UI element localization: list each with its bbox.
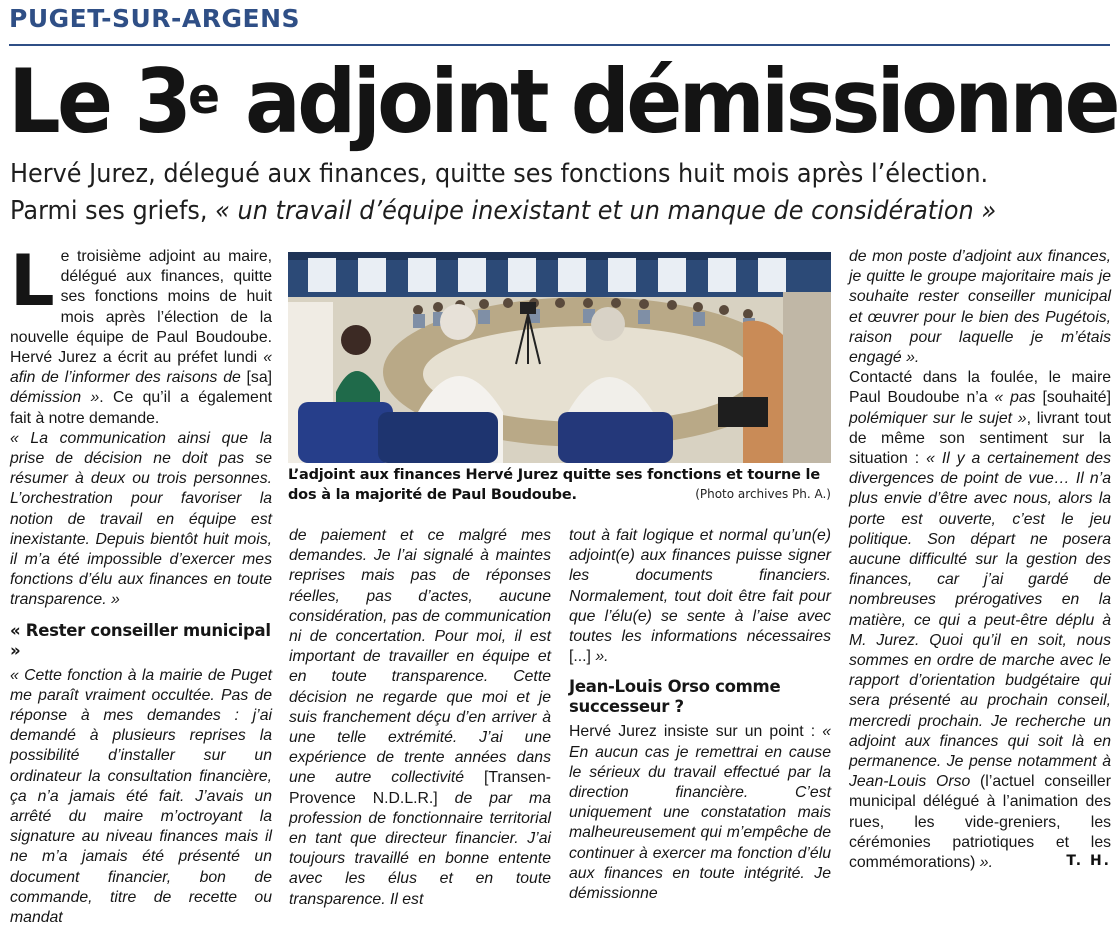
intro-paragraph: e troisième adjoint au maire, délégué aux finances, quitte ses fonctions moins de huit mois après l’élection de la nouvelle équipe de Paul Boudoube. Hervé Jurez a écrit au préfet lundi « afin de l’informer des raisons de [sa] démission ». Ce qu’il a également fait à notre demande.: [10, 248, 272, 427]
column-3-paragraph-2: Hervé Jurez insiste sur un point : « En aucun cas je remettrai en cause le sérieux du travail effectué par la direction financière. C’est uniquement une constatation mais malheureusement qui m’empêche de continuer à exercer ma fonction d’élu aux finances en toute intégrité. Je démissionne: [569, 723, 831, 903]
council-meeting-photo: [288, 252, 831, 463]
drop-cap: L: [10, 240, 55, 322]
column-4-paragraph-2: Contacté dans la foulée, le maire Paul Boudoube n’a « pas [souhaité] polémiquer sur le sujet », livrant tout de même son sentiment sur la situation : « Il y a certainement des divergences de point de vue… Il n’a plus envie d’être avec nous, alors la porte est ouverte, c’est le jeu politique. Son départ ne posera aucune difficulté sur la gestion des finances, car j’ai gardé de nombreuses prérogatives en la matière, ce qui a peut-être déplu à M. Jurez. Quoi qu’il en soit, nous sommes en ordre de marche avec le rapport d’orientation budgétaire qui sera présenté au prochain conseil, mercredi prochain. Je recherche un adjoint aux finances qui soit là en permanence. Je pense notamment à Jean-Louis Orso (l’actuel conseiller municipal délégué à l’animation des rues, les vide-greniers, les cérémonies patriotiques et les commémorations) ».: [849, 369, 1111, 872]
author-signature: T. H.: [1066, 853, 1111, 869]
photo-credit: (Photo archives Ph. A.): [695, 487, 831, 501]
deck-line-1: Hervé Jurez, délegué aux finances, quitte ses fonctions huit mois après l’élection.: [10, 159, 989, 189]
photo-caption: L’adjoint aux finances Hervé Jurez quitte ses fonctions et tourne le dos à la majorité de Paul Boudoube.: [288, 467, 820, 503]
column-4-paragraph-1: de mon poste d’adjoint aux finances, je quitte le groupe majoritaire mais je souhaite rester conseiller municipal et œuvrer pour le bien des Pugétois, raison pour laquelle je m’étais engagé ».: [849, 248, 1111, 367]
article-column-1: [10, 240, 272, 927]
quote-paragraph-1: « La communication ainsi que la prise de décision ne doit pas se résumer à deux ou trois personnes. L’orchestration pour favoriser la notion de travail en équipe est inexistante. Depuis bientôt huit mois, il m’a été impossible d’exercer mes fonctions d’élu aux finances en toute transparence. »: [10, 429, 272, 609]
deck-line-2: Parmi ses griefs, « un travail d’équipe inexistant et un manque de considération »: [10, 196, 997, 226]
headline: Le 3e adjoint démissionne: [8, 50, 1117, 153]
kicker-rule: [9, 44, 1110, 46]
quote-paragraph-2: « Cette fonction à la mairie de Puget me paraît vraiment occultée. Pas de réponse à mes demandes : j’ai demandé à plusieurs reprises la possibilité d’installer sur un ordinateur la consultation financière, ça n’a jamais été fait. J’avais un arrêté du maire m’octroyant la signature au niveau finances mais il ne m’a jamais été présenté un document financier, bon de commande, titre de recette ou mandat: [10, 666, 272, 927]
deck: [10, 156, 1044, 230]
column-3-paragraph-1: tout à fait logique et normal qu’un(e) adjoint(e) aux finances puisse signer les documents financiers. Normalement, tout doit être fait pour que l’élu(e) se sente à l’aise avec toutes les informations nécessaires [...] ».: [569, 527, 831, 666]
subhead-rester-conseiller: « Rester conseiller municipal »: [10, 620, 271, 660]
column-2-paragraph: de paiement et ce malgré mes demandes. Je l’ai signalé à maintes reprises mais pas de réponses réelles, pas d’actes, aucune considération, pas de communication ni de concertation. Pour moi, il est important de travailler en équipe et en toute transparence. Cette décision ne regarde que moi et je suis franchement déçu d’en arriver à une telle extrémité. J’ai une expérience de trente années dans une autre collectivité [Transen-Provence N.D.L.R.] de par ma profession de fonctionnaire territorial en tant que directeur financier. J’ai toujours travaillé en bonne entente avec les élus et en toute transparence. Il est: [289, 527, 551, 908]
article-column-2: [289, 526, 551, 908]
subhead-jean-louis-orso: Jean-Louis Orso comme successeur ?: [569, 677, 781, 717]
article-column-3: [569, 526, 831, 903]
section-kicker: PUGET-SUR-ARGENS: [9, 4, 301, 33]
